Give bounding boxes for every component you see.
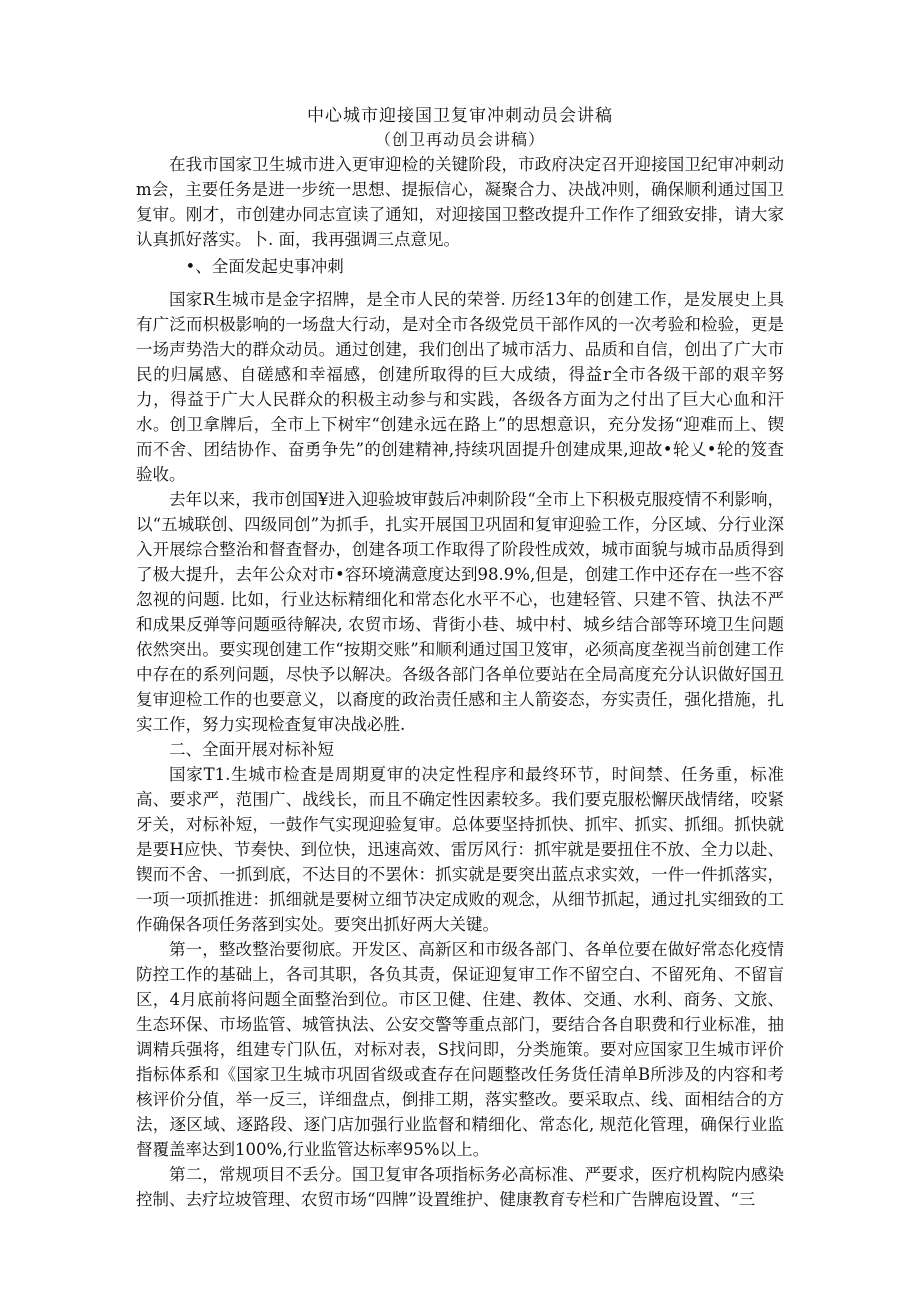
page-title: 中心城市迎接国卫复审冲刺动员会讲稿: [307, 106, 613, 126]
body-paragraph: 第二，常规项目不丢分。国卫复审各项指标务必高标准、严要求，医疗机构院内感染控制、去疗垃坡管理、农贸市场“四牌”设置维护、健康教育专栏和广告牌庖设置、“三: [136, 1165, 784, 1209]
document-page: [136, 104, 784, 1212]
body-paragraph: 国家T1.生城市检査是周期夏审的决定性程序和最终环节，时间禁、任务重，标准高、要求严，范围广、战线长，而且不确定性因素较多。我们要克服松懈厌战情绪，咬紧牙关，对标补短，一鼓作气实现迎验复审。总体要坚持抓快、抓牢、抓实、抓细。抓快就是要H应快、节奏快、到位快，迅速高效、雷厉风行：抓牢就是要扭住不放、全力以赴、锲而不舍、一抓到底，不达目的不罢休：抓实就是要突出蓝点求实效，一件一件抓落实，一项一项抓推进：抓细就是要树立细节决定成败的观念，从细节抓起，通过扎实细致的工作确保各项任务落到实处。要突出抓好两大关键。: [136, 765, 784, 934]
section-heading-2: 二、全面开展对标补短: [169, 740, 334, 759]
body-paragraph: 去年以来，我市创国¥进入迎验坡审鼓后冲刺阶段“全市上下积极克服疫情不利影响，以“五城联创、四级同创”为抓手，扎实开展国卫巩固和复审迎验工作，分区域、分行业深入开展综合整治和督査督办，创建各项工作取得了阶段性成效，城市面貌与城市品质得到了极大提升，去年公众对市•容环境满意度达到98.9%,但是，创建工作中还存在一些不容忽视的问题. 比如，行业达标精细化和常态化水平不心，也建轻管、只建不管、执法不严和成果反弹等问题亟待解决, 农贸市场、背街小巷、城中村、城乡结合部等环境卫生问题依然突出。要实现创建工作“按期交账”和顺利通过国卫笈审，必须高度垄视当前创建工作中存在的系列问题，尽快予以解决。各级各部门各单位要站在全局高度充分认识做好国丑复审迎检工作的也要意义，以裔度的政治责任感和主人箭姿态，夯实责任，强化措施，扎实工作，努力实现检査复审决战必胜.: [136, 490, 784, 734]
page-subtitle: （创卫再动员会讲稿）: [374, 130, 545, 149]
body-paragraph: 国家R生城市是金字招牌，是全市人民的荣誉. 历经13年的创建工作，是发展史上具有广泛而枳极影响的一场盘大行动，是对全市各级党员干部作风的一次考验和检验，更是一场声势浩大的群众动员。通过创建，我们创出了城市活力、品质和自信，创出了广大市民的归属感、自磋感和幸福感，创建所取得的巨大成绩，得益r全市各级干部的艰辛努力，得益于广大人民群众的积极主动参与和实践，各级各方面为之付出了巨大心血和汗水。创卫拿牌后，全市上下树牢“创建永远在路上”的思想意识，充分发扬“迎难而上、锲而不舍、团结协作、奋勇争先”的创建精神,持续巩固提升创建成果,迎故•轮乂•轮的笈査验收。: [136, 290, 784, 484]
section-heading-1: •、全面发起史事冲刺: [185, 257, 344, 276]
intro-paragraph: 在我市国家卫生城市进入更审迎检的关键阶段，市政府决定召开迎接国卫纪审冲刺动m会，主要任务是进一步统一思想、提振信心，凝聚合力、决战冲则，确保顺利通过国卫复审。刚才，市创建办同志宣读了通知，对迎接国卫整改提升工作作了细致安排，请大家认真抓好落实。卜. 面，我再强调三点意见。: [136, 155, 784, 249]
body-paragraph: 第一，整改整治要彻底。开发区、高新区和市级各部门、各单位要在做好常态化疫情防控工作的基础上，各司其职，各负其责，保证迎复审工作不留空白、不留死角、不留盲区，4月底前将问题全面整治到位。市区卫健、住建、教体、交通、水利、商务、文旅、生态环保、市场监管、城管执法、公安交警等重点部门，要结合各自职费和行业标准，抽调精兵强将，组建专门队伍，对标对表，S找问即，分类施策。要对应国家卫生城市评价指标体系和《国家卫生城市巩固省级或査存在问题整改任务货任清单B所涉及的内容和考核评价分值，举一反三，详细盘点，倒排工期，落实整改。要采取点、线、面相结合的方法，逐区域、逐路段、逐门店加强行业监督和精细化、常态化, 规范化管理，确保行业监督覆盖率达到100%,行业监管达标率95%以上。: [136, 940, 784, 1159]
